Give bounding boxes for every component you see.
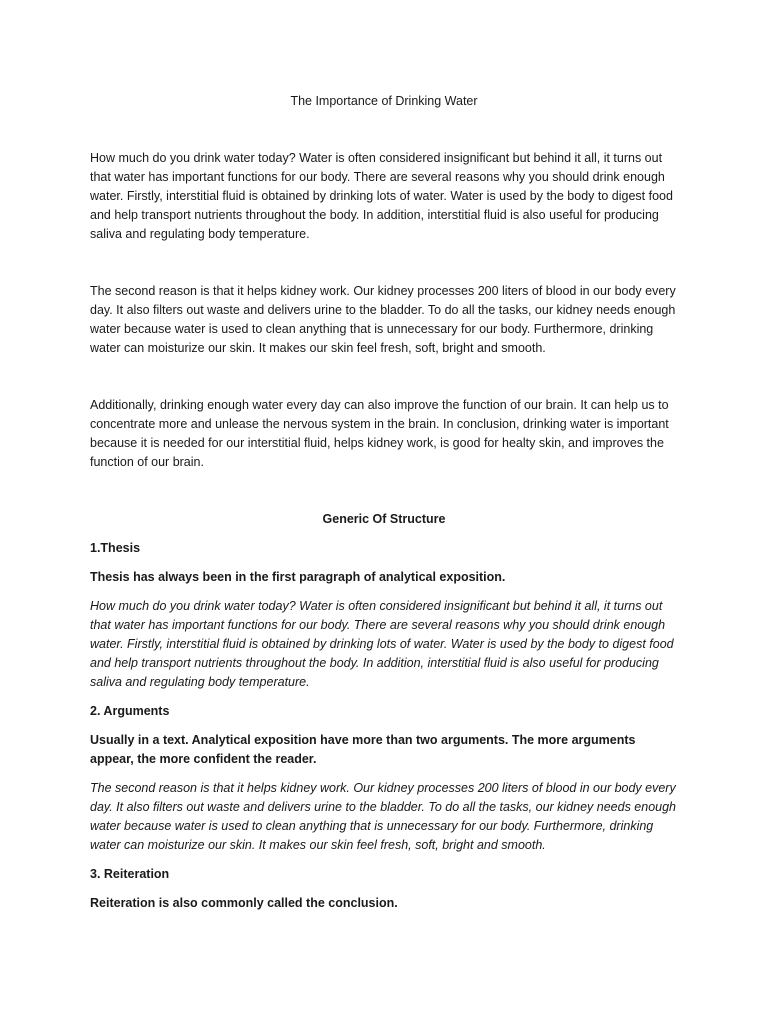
document-body [90, 92, 678, 923]
thesis-example: How much do you drink water today? Water is often considered insignificant but behind it all, it turns out that water has important functions for our body. There are several reasons why you should drink enough water. Firstly, interstitial fluid is obtained by drinking lots of water. Water is used by the body to digest food and help transport nutrients throughout the body. In addition, interstitial fluid is also useful for producing saliva and regulating body temperature. [90, 599, 674, 689]
arguments-description: Usually in a text. Analytical exposition have more than two arguments. The more arguments appear, the more confident the reader. [90, 733, 636, 766]
paragraph-argument: The second reason is that it helps kidney work. Our kidney processes 200 liters of blood in our body every day. It also filters out waste and delivers urine to the bladder. To do all the tasks, our kidney needs enough water because water is used to clean anything that is unnecessary for our body. Furthermore, drinking water can moisturize our skin. It makes our skin feel fresh, soft, bright and smooth. [90, 284, 676, 355]
reiteration-description: Reiteration is also commonly called the conclusion. [90, 896, 398, 910]
reiteration-heading: 3. Reiteration [90, 867, 170, 881]
structure-title: Generic Of Structure [322, 512, 446, 526]
arguments-example: The second reason is that it helps kidney work. Our kidney processes 200 liters of blood in our body every day. It also filters out waste and delivers urine to the bladder. To do all the tasks, our kidney needs enough water because water is used to clean anything that is unnecessary for our body. Furthermore, drinking water can moisturize our skin. It makes our skin feel fresh, soft, bright and smooth. [90, 781, 677, 852]
arguments-heading: 2. Arguments [90, 704, 170, 718]
paragraph-thesis: How much do you drink water today? Water is often considered insignificant but behind it all, it turns out that water has important functions for our body. There are several reasons why you should drink enough water. Firstly, interstitial fluid is obtained by drinking lots of water. Water is used by the body to digest food and help transport nutrients throughout the body. In addition, interstitial fluid is also useful for producing saliva and regulating body temperature. [90, 151, 673, 241]
document-title: The Importance of Drinking Water [290, 94, 478, 108]
paragraph-conclusion: Additionally, drinking enough water every day can also improve the function of our brain. It can help us to concentrate more and unlease the nervous system in the brain. In conclusion, drinking water is important because it is needed for our interstitial fluid, helps kidney work, is good for healty skin, and improves the function of our brain. [90, 398, 669, 469]
thesis-heading: 1.Thesis [90, 541, 141, 555]
thesis-description: Thesis has always been in the first paragraph of analytical exposition. [90, 570, 506, 584]
